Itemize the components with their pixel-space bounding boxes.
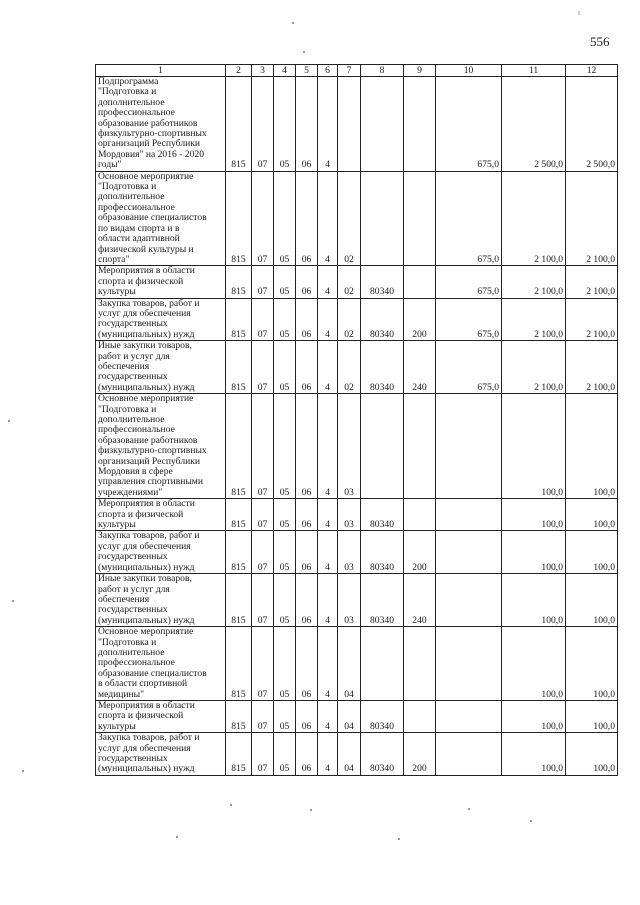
row-value-cell: 4 — [318, 77, 338, 172]
scan-speck — [22, 770, 24, 772]
row-value-cell: 07 — [252, 499, 274, 531]
row-value-cell: 07 — [252, 266, 274, 298]
row-value-cell — [436, 733, 502, 776]
row-value-cell — [404, 394, 436, 499]
row-value-cell — [404, 700, 436, 732]
row-value-cell: 100,0 — [566, 700, 618, 732]
page-number: 556 — [590, 34, 610, 49]
header-cell: 12 — [566, 65, 618, 77]
row-value-cell: 4 — [318, 733, 338, 776]
row-value-cell — [338, 77, 361, 172]
table-header-row — [96, 65, 618, 77]
row-value-cell: 03 — [338, 531, 361, 574]
row-value-cell — [436, 574, 502, 627]
row-value-cell: 04 — [338, 700, 361, 732]
header-cell: 7 — [338, 65, 361, 77]
row-value-cell: 07 — [252, 341, 274, 394]
row-value-cell — [404, 499, 436, 531]
row-value-cell: 02 — [338, 171, 361, 266]
row-value-cell: 815 — [226, 394, 252, 499]
scan-speck — [230, 804, 232, 806]
row-name-cell: Закупка товаров, работ и услуг для обеспечения государственных (муниципальных) нужд — [96, 733, 226, 776]
row-value-cell: 80340 — [361, 700, 404, 732]
row-value-cell — [404, 266, 436, 298]
row-value-cell: 100,0 — [502, 499, 566, 531]
row-value-cell: 02 — [338, 266, 361, 298]
row-value-cell: 2 100,0 — [566, 266, 618, 298]
header-cell: 5 — [296, 65, 318, 77]
row-value-cell — [436, 394, 502, 499]
row-value-cell: 100,0 — [566, 627, 618, 701]
row-value-cell: 4 — [318, 298, 338, 341]
row-value-cell: 675,0 — [436, 298, 502, 341]
row-value-cell: 200 — [404, 733, 436, 776]
row-name-cell: Иные закупки товаров, работ и услуг для обеспечения государственных (муниципальных) нужд — [96, 574, 226, 627]
row-value-cell: 05 — [274, 171, 296, 266]
row-value-cell: 2 100,0 — [502, 171, 566, 266]
row-value-cell — [404, 171, 436, 266]
table-row — [96, 171, 618, 266]
row-value-cell: 675,0 — [436, 266, 502, 298]
row-value-cell: 05 — [274, 298, 296, 341]
row-value-cell: 05 — [274, 266, 296, 298]
row-value-cell: 06 — [296, 341, 318, 394]
row-value-cell: 4 — [318, 531, 338, 574]
row-value-cell: 2 500,0 — [502, 77, 566, 172]
row-value-cell: 815 — [226, 531, 252, 574]
row-value-cell: 815 — [226, 733, 252, 776]
row-value-cell: 815 — [226, 77, 252, 172]
row-value-cell — [361, 394, 404, 499]
table-row — [96, 531, 618, 574]
row-value-cell: 100,0 — [566, 531, 618, 574]
row-value-cell — [361, 77, 404, 172]
header-cell: 6 — [318, 65, 338, 77]
scan-speck — [292, 22, 294, 24]
row-value-cell: 03 — [338, 499, 361, 531]
row-value-cell: 4 — [318, 394, 338, 499]
row-value-cell: 815 — [226, 298, 252, 341]
row-value-cell: 200 — [404, 298, 436, 341]
row-value-cell: 06 — [296, 627, 318, 701]
table-row — [96, 733, 618, 776]
row-value-cell: 02 — [338, 298, 361, 341]
row-value-cell: 04 — [338, 627, 361, 701]
row-value-cell — [404, 77, 436, 172]
row-value-cell: 4 — [318, 574, 338, 627]
row-name-cell: Основное мероприятие "Подготовка и дополнительное профессиональное образование специалистов по видам спорта и в области адаптивной физической культуры и спорта" — [96, 171, 226, 266]
row-value-cell: 05 — [274, 574, 296, 627]
row-value-cell: 07 — [252, 171, 274, 266]
table-row — [96, 627, 618, 701]
row-value-cell: 07 — [252, 733, 274, 776]
table-row — [96, 499, 618, 531]
row-value-cell: 100,0 — [502, 700, 566, 732]
row-name-cell: Основное мероприятие "Подготовка и дополнительное профессиональное образование работников физкультурно-спортивных организаций Республики Мордовия в сфере управления спортивными учреждениями" — [96, 394, 226, 499]
row-value-cell: 815 — [226, 499, 252, 531]
row-value-cell: 2 100,0 — [566, 298, 618, 341]
row-value-cell: 815 — [226, 341, 252, 394]
row-value-cell: 05 — [274, 627, 296, 701]
header-cell: 9 — [404, 65, 436, 77]
row-name-cell: Мероприятия в области спорта и физической культуры — [96, 499, 226, 531]
table-row — [96, 394, 618, 499]
row-value-cell: 2 100,0 — [502, 298, 566, 341]
row-value-cell — [436, 627, 502, 701]
row-name-cell: Мероприятия в области спорта и физической культуры — [96, 266, 226, 298]
row-value-cell: 80340 — [361, 298, 404, 341]
row-value-cell: 80340 — [361, 531, 404, 574]
row-value-cell: 05 — [274, 77, 296, 172]
scan-speck — [398, 838, 400, 840]
table-row — [96, 574, 618, 627]
row-value-cell: 100,0 — [502, 574, 566, 627]
header-cell: 8 — [361, 65, 404, 77]
row-value-cell: 06 — [296, 394, 318, 499]
row-value-cell: 07 — [252, 700, 274, 732]
row-value-cell: 80340 — [361, 574, 404, 627]
row-value-cell: 02 — [338, 341, 361, 394]
row-name-cell: Основное мероприятие "Подготовка и дополнительное профессиональное образование специалистов в области спортивной медицины" — [96, 627, 226, 701]
row-value-cell: 06 — [296, 499, 318, 531]
row-value-cell: 100,0 — [502, 531, 566, 574]
row-value-cell: 815 — [226, 266, 252, 298]
budget-table — [95, 64, 618, 776]
row-value-cell: 4 — [318, 341, 338, 394]
scan-speck — [8, 420, 10, 422]
header-cell: 1 — [96, 65, 226, 77]
row-value-cell: 240 — [404, 341, 436, 394]
row-value-cell: 815 — [226, 627, 252, 701]
row-value-cell: 03 — [338, 394, 361, 499]
row-value-cell: 05 — [274, 733, 296, 776]
row-value-cell: 80340 — [361, 499, 404, 531]
row-value-cell: 2 100,0 — [502, 266, 566, 298]
header-cell: 10 — [436, 65, 502, 77]
row-name-cell: Мероприятия в области спорта и физической культуры — [96, 700, 226, 732]
row-value-cell: 240 — [404, 574, 436, 627]
row-value-cell: 2 100,0 — [566, 341, 618, 394]
table-row — [96, 77, 618, 172]
row-value-cell: 100,0 — [566, 394, 618, 499]
row-name-cell: Подпрограмма "Подготовка и дополнительное профессиональное образование работников физкультурно-спортивных организаций Республики Мордовия" на 2016 - 2020 годы" — [96, 77, 226, 172]
row-value-cell: 06 — [296, 531, 318, 574]
row-value-cell: 06 — [296, 77, 318, 172]
row-value-cell: 4 — [318, 266, 338, 298]
row-value-cell: 07 — [252, 574, 274, 627]
row-value-cell: 07 — [252, 627, 274, 701]
table-body — [96, 77, 618, 776]
scan-speck — [176, 836, 178, 838]
row-value-cell: 2 100,0 — [566, 171, 618, 266]
row-value-cell: 80340 — [361, 733, 404, 776]
header-cell: 11 — [502, 65, 566, 77]
row-value-cell: 100,0 — [502, 394, 566, 499]
row-value-cell: 4 — [318, 171, 338, 266]
table-row — [96, 298, 618, 341]
row-value-cell: 06 — [296, 171, 318, 266]
row-value-cell: 07 — [252, 394, 274, 499]
row-value-cell: 100,0 — [502, 733, 566, 776]
row-value-cell: 05 — [274, 700, 296, 732]
table-row — [96, 700, 618, 732]
row-name-cell: Закупка товаров, работ и услуг для обеспечения государственных (муниципальных) нужд — [96, 531, 226, 574]
row-value-cell: 675,0 — [436, 171, 502, 266]
row-value-cell: 07 — [252, 531, 274, 574]
scan-speck — [12, 600, 14, 602]
row-value-cell — [361, 171, 404, 266]
row-value-cell: 07 — [252, 77, 274, 172]
row-value-cell: 675,0 — [436, 341, 502, 394]
row-value-cell: 815 — [226, 171, 252, 266]
row-value-cell: 05 — [274, 531, 296, 574]
table-row — [96, 341, 618, 394]
row-value-cell: 4 — [318, 700, 338, 732]
header-cell: 4 — [274, 65, 296, 77]
row-value-cell: 4 — [318, 627, 338, 701]
header-cell: 3 — [252, 65, 274, 77]
row-value-cell: 100,0 — [566, 574, 618, 627]
header-cell: 2 — [226, 65, 252, 77]
row-name-cell: Иные закупки товаров, работ и услуг для обеспечения государственных (муниципальных) нужд — [96, 341, 226, 394]
row-value-cell: 100,0 — [566, 733, 618, 776]
row-value-cell — [436, 499, 502, 531]
corner-mark: ι — [578, 8, 581, 17]
row-value-cell: 06 — [296, 733, 318, 776]
row-value-cell: 100,0 — [566, 499, 618, 531]
row-name-cell: Закупка товаров, работ и услуг для обеспечения государственных (муниципальных) нужд — [96, 298, 226, 341]
scan-speck — [530, 820, 532, 822]
row-value-cell — [361, 627, 404, 701]
row-value-cell — [436, 700, 502, 732]
table-row — [96, 266, 618, 298]
row-value-cell: 05 — [274, 394, 296, 499]
row-value-cell: 815 — [226, 700, 252, 732]
row-value-cell: 2 100,0 — [502, 341, 566, 394]
row-value-cell: 07 — [252, 298, 274, 341]
scan-speck — [310, 809, 312, 811]
row-value-cell: 2 500,0 — [566, 77, 618, 172]
row-value-cell: 675,0 — [436, 77, 502, 172]
row-value-cell: 200 — [404, 531, 436, 574]
row-value-cell: 03 — [338, 574, 361, 627]
row-value-cell: 100,0 — [502, 627, 566, 701]
scan-speck — [303, 51, 305, 53]
row-value-cell: 06 — [296, 700, 318, 732]
row-value-cell: 80340 — [361, 341, 404, 394]
row-value-cell: 06 — [296, 266, 318, 298]
row-value-cell — [436, 531, 502, 574]
row-value-cell: 04 — [338, 733, 361, 776]
row-value-cell: 06 — [296, 298, 318, 341]
row-value-cell: 05 — [274, 341, 296, 394]
row-value-cell — [404, 627, 436, 701]
scan-speck — [468, 808, 470, 810]
row-value-cell: 815 — [226, 574, 252, 627]
row-value-cell: 80340 — [361, 266, 404, 298]
row-value-cell: 4 — [318, 499, 338, 531]
row-value-cell: 05 — [274, 499, 296, 531]
row-value-cell: 06 — [296, 574, 318, 627]
